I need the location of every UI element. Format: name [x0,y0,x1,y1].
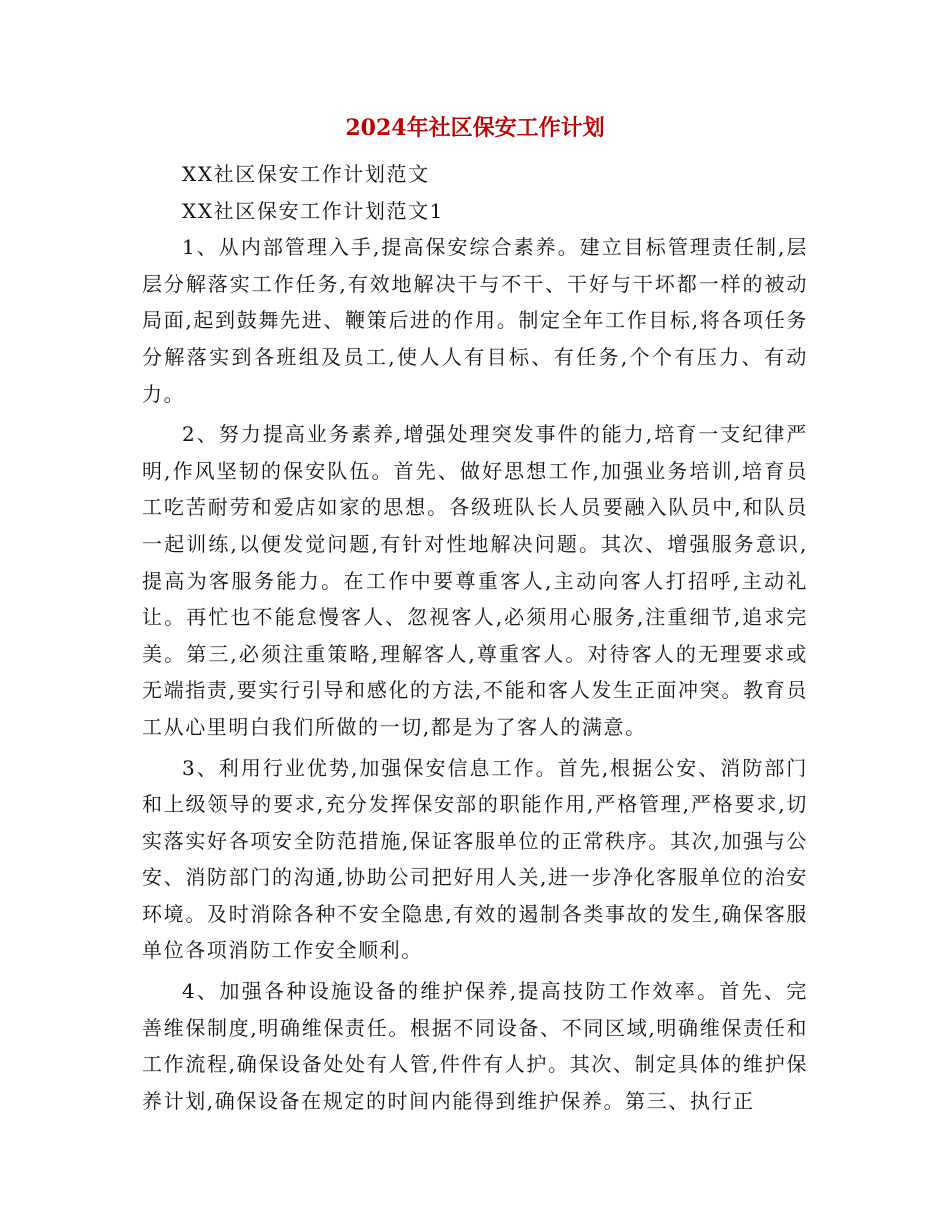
paragraph-item-1: 1、从内部管理入手,提高保安综合素养。建立目标管理责任制,层层分解落实工作任务,有效地解决干与不干、干好与干坏都一样的被动局面,起到鼓舞先进、鞭策后进的作用。制定全年工作目标,将各项任务分解落实到各班组及员工,使人人有目标、有任务,个个有压力、有动力。 [142,235,808,406]
paragraph-item-2: 2、努力提高业务素养,增强处理突发事件的能力,培育一支纪律严明,作风坚韧的保安队伍。首先、做好思想工作,加强业务培训,培育员工吃苦耐劳和爱店如家的思想。各级班队长人员要融入队员中,和队员一起训练,以便发觉问题,有针对性地解决问题。其次、增强服务意识,提高为客服务能力。在工作中要尊重客人,主动向客人打招呼,主动礼让。再忙也不能怠慢客人、忽视客人,必须用心服务,注重细节,追求完美。第三,必须注重策略,理解客人,尊重客人。对待客人的无理要求或无端指责,要实行引导和感化的方法,不能和客人发生正面冲突。教育员工从心里明白我们所做的一切,都是为了客人的满意。 [142,422,808,739]
paragraph-subtitle: XX社区保安工作计划范文 [182,162,430,186]
paragraph-item-4: 4、加强各种设施设备的维护保养,提高技防工作效率。首先、完善维保制度,明确维保责任。根据不同设备、不同区域,明确维保责任和工作流程,确保设备处处有人管,件件有人护。其次、制定具体的维护保养计划,确保设备在规定的时间内能得到维护保养。第三、执行正 [142,979,808,1113]
paragraph-item-3: 3、利用行业优势,加强保安信息工作。首先,根据公安、消防部门和上级领导的要求,充分发挥保安部的职能作用,严格管理,严格要求,切实落实好各项安全防范措施,保证客服单位的正常秩序。其次,加强与公安、消防部门的沟通,协助公司把好用人关,进一步净化客服单位的治安环境。及时消除各种不安全隐患,有效的遏制各类事故的发生,确保客服单位各项消防工作安全顺利。 [142,755,808,963]
document-body [142,156,808,1119]
document-title: 2024年社区保安工作计划 [345,115,605,141]
paragraph-section-heading: XX社区保安工作计划范文1 [182,198,445,223]
